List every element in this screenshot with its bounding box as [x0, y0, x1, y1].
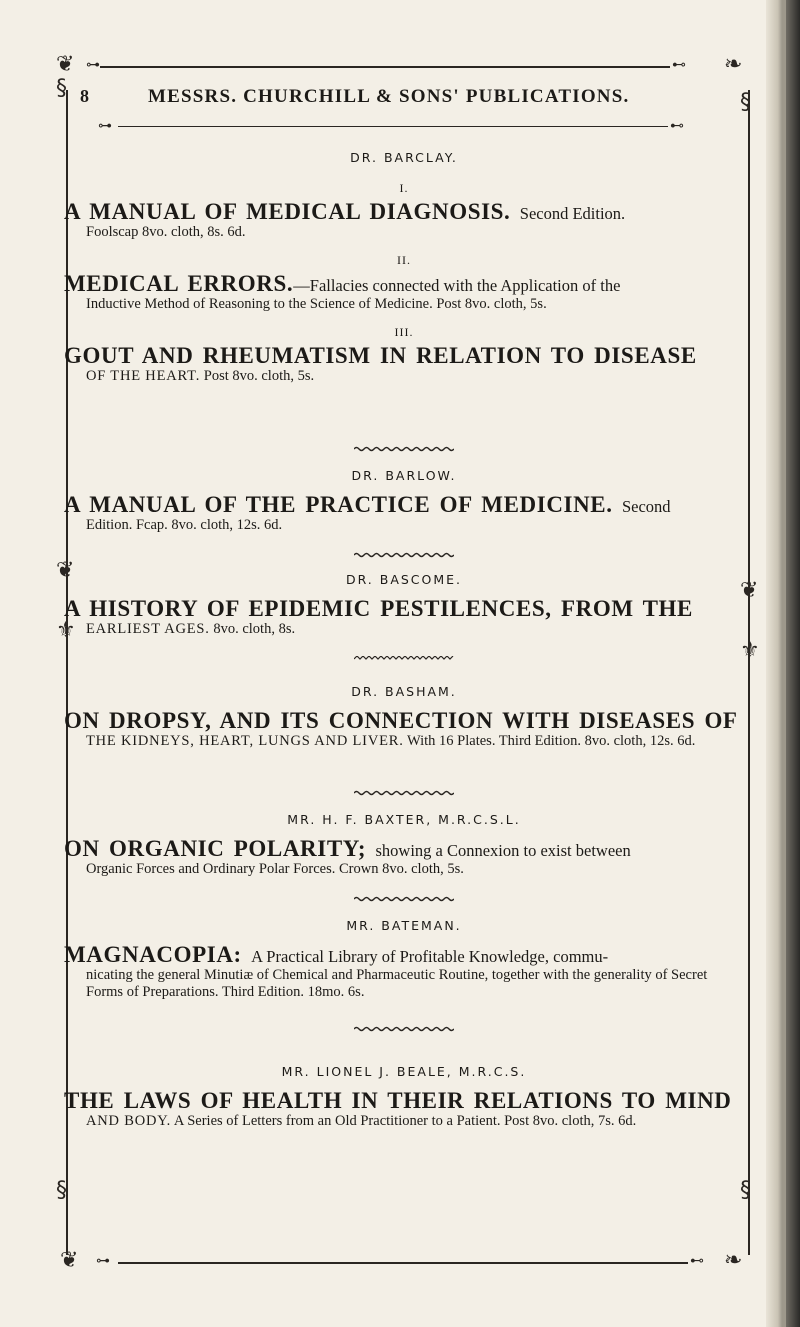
book-format-price: A Series of Letters from an Old Practitioner to a Patient. Post 8vo. cloth, 7s. 6d. — [173, 1113, 637, 1130]
book-title: THE LAWS OF HEALTH IN THEIR RELATIONS TO MIND — [64, 1088, 732, 1113]
book-title: A HISTORY OF EPIDEMIC PESTILENCES, FROM THE — [64, 596, 693, 621]
left-mid-flourish-icon: ❦ — [56, 558, 75, 583]
top-border-rule-left — [100, 66, 500, 68]
book-description — [64, 1113, 744, 1130]
book-title-continuation: showing a Connexion to exist between — [375, 841, 631, 860]
book-title-edition: Second Edition. — [519, 204, 626, 223]
book-title-continuation: OF THE HEART. — [86, 367, 201, 384]
corner-flourish-bottom-right-icon: ❧ — [724, 1248, 743, 1273]
book-title — [64, 943, 744, 967]
scroll-ornament-icon: ⊶ — [98, 118, 112, 134]
page-number: 8 — [80, 86, 89, 106]
wavy-divider — [354, 656, 454, 662]
author-section-bascome — [64, 572, 744, 638]
bottom-border-rule-left — [118, 1262, 538, 1264]
right-border-rule — [748, 90, 750, 1255]
book-title — [64, 493, 744, 517]
book-description — [64, 368, 744, 385]
author-heading: MR. H. F. BAXTER, M.R.C.S.L. — [287, 812, 521, 827]
left-lower-flourish-icon: § — [56, 1178, 67, 1203]
entry-numeral: I. — [399, 181, 409, 195]
author-heading: MR. BATEMAN. — [346, 918, 462, 933]
book-title-continuation: EARLIEST AGES. — [86, 621, 210, 638]
wavy-divider — [354, 790, 454, 796]
corner-flourish-top-right-icon: ❧ — [724, 52, 743, 77]
wavy-divider — [354, 1026, 454, 1032]
corner-flourish-bottom-left-icon: ❦ — [60, 1248, 79, 1273]
book-description: Inductive Method of Reasoning to the Science of Medicine. Post 8vo. cloth, 5s. — [86, 295, 547, 312]
author-section-barclay — [64, 150, 744, 384]
author-heading: DR. BARLOW. — [351, 468, 457, 483]
book-title-text: A MANUAL OF THE PRACTICE OF MEDICINE. — [64, 492, 613, 517]
book-description: Organic Forces and Ordinary Polar Forces. Crown 8vo. cloth, 5s. — [86, 861, 464, 878]
book-title-continuation: A Practical Library of Profitable Knowledge, commu- — [251, 947, 609, 966]
right-border-flourish-icon: § — [740, 90, 751, 115]
book-title: ON DROPSY, AND ITS CONNECTION WITH DISEASES OF — [64, 708, 738, 733]
top-border-rule-right — [500, 66, 670, 68]
book-title-text: MEDICAL ERRORS. — [64, 270, 294, 296]
author-section-baxter — [64, 812, 744, 878]
book-format-price: 8vo. cloth, 8s. — [213, 621, 296, 638]
wavy-divider — [354, 446, 454, 452]
book-description — [64, 621, 744, 638]
scroll-ornament-icon: ⊷ — [690, 1253, 704, 1269]
book-title-continuation: THE KIDNEYS, HEART, LUNGS AND LIVER. — [86, 733, 404, 750]
book-title-text: MAGNACOPIA: — [64, 942, 242, 967]
right-mid-flourish-icon: ❦ — [740, 578, 759, 603]
book-title — [64, 272, 744, 296]
author-section-beale — [64, 1064, 744, 1130]
book-format-price: With 16 Plates. Third Edition. 8vo. cloth, 12s. 6d. — [407, 733, 696, 750]
book-description: nicating the general Minutiæ of Chemical and Pharmaceutic Routine, together with the generality of Secret Forms of Preparations. Third Edition. 18mo. 6s. — [86, 967, 708, 1000]
book-title — [64, 200, 744, 224]
book-title-continuation: AND BODY. — [86, 1113, 172, 1130]
scroll-ornament-icon: ⊷ — [670, 118, 684, 134]
entry-numeral: II. — [397, 252, 411, 267]
running-header — [80, 86, 700, 116]
header-underline — [118, 126, 668, 127]
book-description: Edition. Fcap. 8vo. cloth, 12s. 6d. — [86, 517, 283, 534]
book-title-continuation: —Fallacies connected with the Application of the — [293, 275, 621, 295]
book-title: GOUT AND RHEUMATISM IN RELATION TO DISEASE — [64, 342, 697, 368]
right-mid-flourish-icon: ⚜ — [740, 638, 760, 663]
left-mid-flourish-icon: ⚜ — [56, 618, 76, 643]
author-heading: DR. BARCLAY. — [350, 150, 458, 165]
scroll-ornament-icon: ⊶ — [96, 1253, 110, 1269]
book-title — [64, 837, 744, 861]
author-heading: MR. LIONEL J. BEALE, M.R.C.S. — [281, 1064, 527, 1079]
left-border-flourish-icon: § — [56, 76, 67, 101]
author-section-bateman — [64, 918, 744, 1000]
right-lower-flourish-icon: § — [740, 1178, 751, 1203]
author-heading: DR. BASCOME. — [345, 572, 463, 587]
book-format-price: Post 8vo. cloth, 5s. — [203, 367, 315, 384]
author-section-barlow — [64, 468, 744, 534]
corner-flourish-top-left-icon: ❦ — [56, 52, 75, 77]
book-title-text: A MANUAL OF MEDICAL DIAGNOSIS. — [64, 199, 511, 224]
scroll-ornament-icon: ⊶ — [86, 57, 100, 73]
scroll-ornament-icon: ⊷ — [672, 57, 686, 73]
wavy-divider — [354, 552, 454, 558]
bottom-border-rule-right — [538, 1262, 688, 1264]
book-description — [64, 733, 744, 750]
running-title: MESSRS. CHURCHILL & SONS' PUBLICATIONS. — [148, 86, 630, 107]
book-title-edition: Second — [621, 497, 671, 516]
book-title-text: ON ORGANIC POLARITY; — [64, 836, 367, 861]
wavy-divider — [354, 896, 454, 902]
entry-numeral: III. — [394, 324, 414, 339]
author-section-basham — [64, 684, 744, 750]
author-heading: DR. BASHAM. — [351, 684, 457, 699]
page-binding-line — [782, 0, 786, 1327]
book-description: Foolscap 8vo. cloth, 8s. 6d. — [86, 224, 246, 241]
